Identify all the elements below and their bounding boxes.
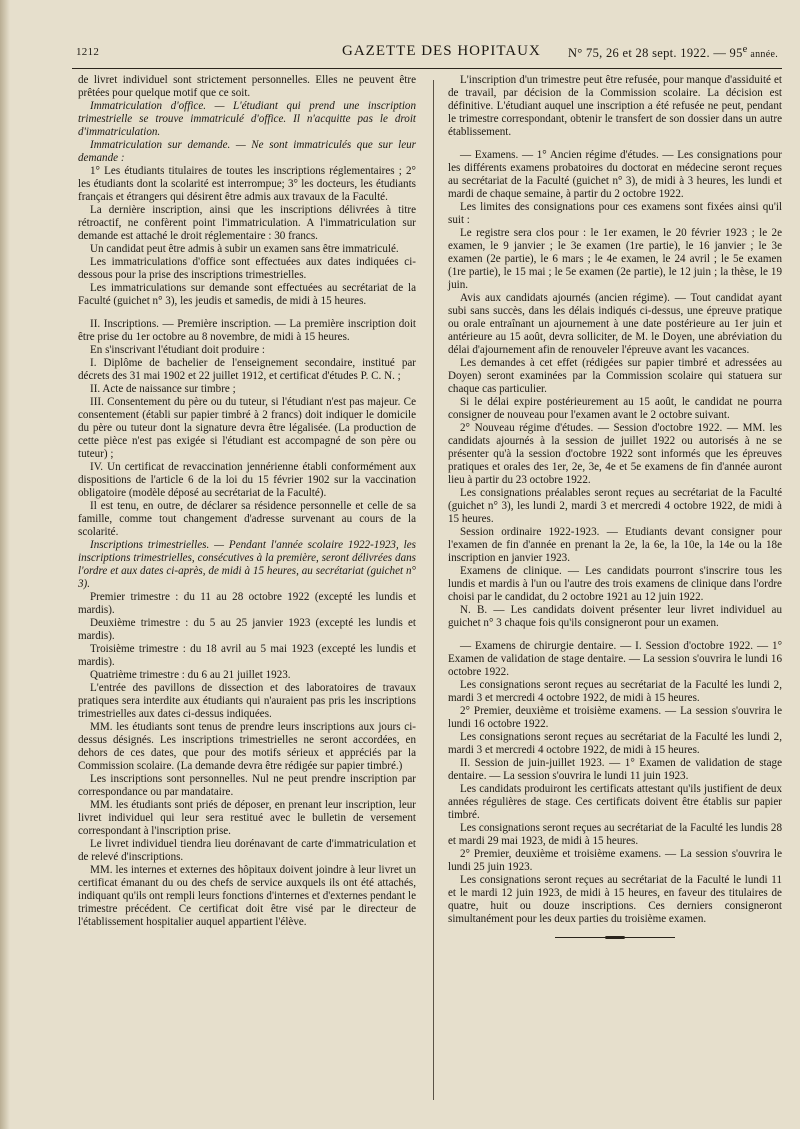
paragraph: Les inscriptions sont personnelles. Nul ne peut prendre inscription par correspondance ou par mandataire. [78,773,416,798]
paragraph: Les consignations seront reçues au secrétariat de la Faculté les lundi 2, mardi 3 et mercredi 4 octobre 1922, de midi à 15 heures. [448,731,782,756]
paragraph: Le registre sera clos pour : le 1er examen, le 20 février 1923 ; le 2e examen, le 9 janvier ; le 3e examen (1re partie), le 16 janvier ; le 3e examen (2e partie), le 6 mars ; le 4e examen, le 24 avril ; le 5e examen (1re partie), le 15 mai ; le 5e examen (2e partie), le 12 juin ; la thèse, le 19 juin. [448,227,782,291]
paragraph: Les candidats produiront les certificats attestant qu'ils justifient de deux années régulières de stage. Ces certificats doivent être établis sur papier timbré. [448,783,782,821]
paragraph: N. B. — Les candidats doivent présenter leur livret individuel au guichet n° 3 chaque fois qu'ils consigneront pour un examen. [448,604,782,629]
paragraph: 2° Premier, deuxième et troisième examens. — La session s'ouvrira le lundi 16 octobre 1922. [448,705,782,730]
paragraph: Les limites des consignations pour ces examens sont fixées ainsi qu'il suit : [448,201,782,226]
paragraph: Les consignations préalables seront reçues au secrétariat de la Faculté (guichet n° 3), les lundi 2, mardi 3 et mercredi 4 octobre 1922, de midi à 15 heures. [448,487,782,525]
journal-title: GAZETTE DES HOPITAUX [342,43,541,59]
paragraph: Les consignations seront reçues au secrétariat de la Faculté les lundi 2, mardi 3 et mercredi 4 octobre 1922, de midi à 15 heures. [448,679,782,704]
scan-shadow [0,0,10,1129]
paragraph: II. Acte de naissance sur timbre ; [90,383,236,395]
paragraph: Session ordinaire 1922-1923. — Etudiants devant consigner pour l'examen de fin d'année en prenant la 2e, la 6e, la 10e, la 14e ou la 18e inscription en janvier 1923. [448,526,782,564]
paragraph: Si le délai expire postérieurement au 15 août, le candidat ne pourra consigner de nouveau pour l'examen avant le 2 octobre suivant. [448,396,782,421]
paragraph: MM. les internes et externes des hôpitaux doivent joindre à leur livret un certificat émanant du ou des chefs de service auxquels ils ont été attachés, indiquant qu'ils ont rempli leurs fonctions d'internes et d'externes pendant le trimestre précédent. Ce certificat doit être visé par le directeur de l'établissement hospitalier auquel appartient l'élève. [78,864,416,928]
paragraph: IV. Un certificat de revaccination jennérienne établi conformément aux dispositions de l'article 6 de la loi du 15 février 1902 sur la vaccination obligatoire (modèle déposé au secrétariat de la Faculté). [78,461,416,499]
section-chirurgie-dentaire: — Examens de chirurgie dentaire. — I. Session d'octobre 1922. — 1° Examen de validation de stage dentaire. — La session s'ouvrira le lundi 16 octobre 1922. [448,640,782,678]
paragraph: MM. les étudiants sont priés de déposer, en prenant leur inscription, leur livret individuel qui leur sera restitué avec le bulletin de versement correspondant à l'inscription prise. [78,799,416,837]
paragraph: L'inscription d'un trimestre peut être refusée, pour manque d'assiduité et de travail, par décision de la Commission scolaire. La décision est définitive. L'étudiant auquel une inscription a été refusée ne peut, pendant le trimestre correspondant, obtenir le transfert de son dossier dans un autre établissement. [448,74,782,138]
paragraph: Avis aux candidats ajournés (ancien régime). — Tout candidat ayant subi sans succès, dans les délais indiqués ci-dessus, une épreuve pratique ou orale entraînant un ajournement à une date postérieure au 1er juin et antérieure au 15 août, devra solliciter, de M. le Doyen, une abréviation du délai d'ajournement afin de renouveler l'épreuve avant les vacances. [448,292,782,356]
paragraph: Les demandes à cet effet (rédigées sur papier timbré et adressées au Doyen) seront examinées par la Commission scolaire qui statuera sur chaque cas particulier. [448,357,782,395]
paragraph: Deuxième trimestre : du 5 au 25 janvier 1923 (excepté les lundis et mardis). [78,617,416,642]
section-inscriptions: II. Inscriptions. — Première inscription. — La première inscription doit être prise du 1er octobre au 8 novembre, de midi à 15 heures. [78,318,416,343]
paragraph: En s'inscrivant l'étudiant doit produire : [90,344,265,356]
paragraph: Premier trimestre : du 11 au 28 octobre 1922 (excepté les lundis et mardis). [78,591,416,616]
paragraph: L'entrée des pavillons de dissection et des laboratoires de travaux pratiques sera interdite aux étudiants qui n'auraient pas pris les inscriptions trimestrielles aux dates ci-dessus indiquées. [78,682,416,720]
paragraph: de livret individuel sont strictement personnelles. Elles ne peuvent être prêtées pour quelque motif que ce soit. [78,74,416,99]
paragraph: Inscriptions trimestrielles. — Pendant l'année scolaire 1922-1923, les inscriptions trimestrielles, consécutives à la première, seront délivrées dans l'ordre et aux dates ci-après, de midi à 15 heures, au secrétariat (guichet n° 3). [78,539,416,590]
paragraph: Examens de clinique. — Les candidats pourront s'inscrire tous les lundis et mardis à l'un ou l'autre des trois examens de clinique dans l'ordre choisi par le candidat, du 2 octobre 1921 au 12 juin 1922. [448,565,782,603]
paragraph: 2° Premier, deuxième et troisième examens. — La session s'ouvrira le lundi 25 juin 1923. [448,848,782,873]
page-number: 1212 [76,46,100,58]
paragraph: 1° Les étudiants titulaires de toutes les inscriptions réglementaires ; 2° les étudiants dont la scolarité est interrompue; 3° les docteurs, les étudiants français et étrangers qui désirent être admis aux travaux de la Faculté. [78,165,416,203]
paragraph: Un candidat peut être admis à subir un examen sans être immatriculé. [90,243,399,255]
paragraph: Les consignations seront reçues au secrétariat de la Faculté les lundis 28 et mardi 29 mai 1923, de midi à 15 heures. [448,822,782,847]
paragraph: II. Session de juin-juillet 1923. — 1° Examen de validation de stage dentaire. — La session s'ouvrira le lundi 11 juin 1923. [448,757,782,782]
paragraph: Immatriculation sur demande. — Ne sont immatriculés que sur leur demande : [78,139,416,164]
paragraph: Les consignations seront reçues au secrétariat de la Faculté le lundi 11 et le mardi 12 juin 1923, de midi à 15 heures, en faveur des titulaires de quatre, huit ou douze inscriptions. Ces derniers consigneront simultanément pour les deux parties du troisième examen. [448,874,782,925]
issue-info: N° 75, 26 et 28 sept. 1922. — 95e année. [567,44,778,61]
column-divider [433,80,434,1100]
paragraph: La dernière inscription, ainsi que les inscriptions délivrées à titre rétroactif, ne confèrent point l'immatriculation. A l'immatriculation sur demande est attaché le droit réglementaire : 30 francs. [78,204,416,242]
end-ornament [555,936,675,940]
paragraph: Quatrième trimestre : du 6 au 21 juillet 1923. [90,669,291,681]
right-column [448,74,782,940]
section-examens: — Examens. — 1° Ancien régime d'études. — Les consignations pour les différents examens probatoires du doctorat en médecine seront reçues au secrétariat de la Faculté (guichet n° 3), de midi à 3 heures, les lundi et mardi de chaque semaine, à partir du 2 octobre 1922. [448,149,782,200]
left-column [78,74,416,929]
page-header [72,38,782,69]
paragraph: Le livret individuel tiendra lieu dorénavant de carte d'immatriculation et de relevé d'inscriptions. [78,838,416,863]
paragraph: Les immatriculations d'office sont effectuées aux dates indiquées ci-dessous pour la prise des inscriptions trimestrielles. [78,256,416,281]
paragraph: Troisième trimestre : du 18 avril au 5 mai 1923 (excepté les lundis et mardis). [78,643,416,668]
paragraph: III. Consentement du père ou du tuteur, si l'étudiant n'est pas majeur. Ce consentement (établi sur papier timbré à 2 francs) doit indiquer le domicile du père ou tuteur dont la signature devra être légalisée. (La production de cette pièce n'est pas exigée si l'étudiant est accompagné de son père ou tuteur) ; [78,396,416,460]
paragraph: Il est tenu, en outre, de déclarer sa résidence personnelle et celle de sa famille, comme tout changement d'adresse survenant au cours de la scolarité. [78,500,416,538]
paragraph: Immatriculation d'office. — L'étudiant qui prend une inscription trimestrielle se trouve immatriculé d'office. Il n'acquitte pas le droit d'immatriculation. [78,100,416,138]
paragraph: I. Diplôme de bachelier de l'enseignement secondaire, institué par décrets des 31 mai 1902 et 22 juillet 1912, et certificat d'études P. C. N. ; [78,357,416,382]
paragraph: 2° Nouveau régime d'études. — Session d'octobre 1922. — MM. les candidats ajournés à la session de juillet 1922 ou autorisés à ne se présenter qu'à la session d'octobre 1922 sont informés que les épreuves pratiques et orales des 1er, 2e, 3e, 4e et 5e examens de fin d'année auront lieu à partir du 23 octobre 1922. [448,422,782,486]
paragraph: Les immatriculations sur demande sont effectuées au secrétariat de la Faculté (guichet n° 3), les jeudis et samedis, de midi à 15 heures. [78,282,416,307]
paragraph: MM. les étudiants sont tenus de prendre leurs inscriptions aux jours ci-dessus désignés. Les inscriptions trimestrielles ne seront accordées, en dehors de ces dates, que pour des motifs sérieux et appréciés par la Commission scolaire. (La demande devra être rédigée sur papier timbré.) [78,721,416,772]
